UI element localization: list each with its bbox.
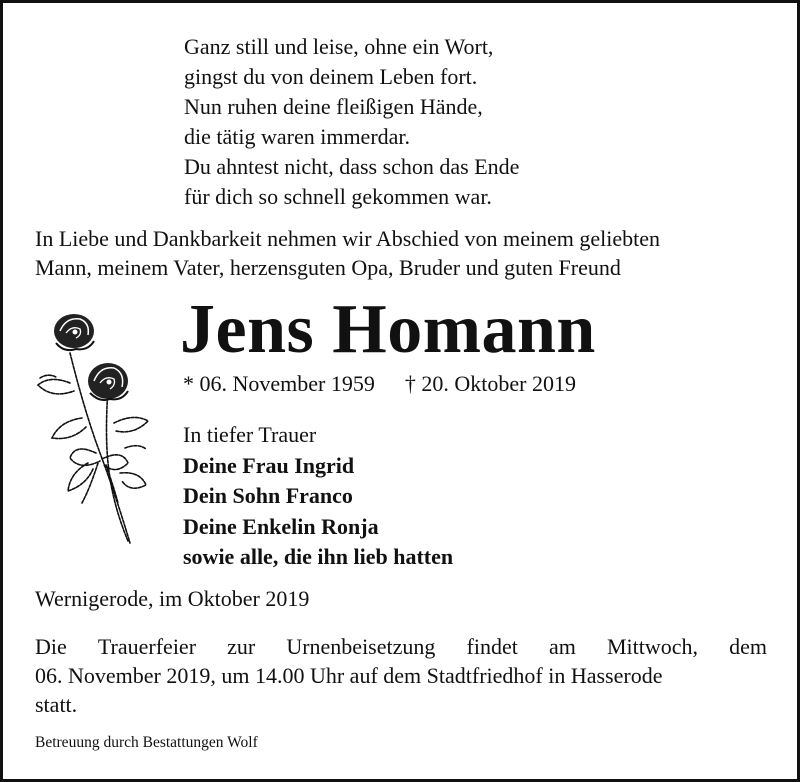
funeral-word: Urnenbeisetzung bbox=[286, 634, 436, 659]
mourner-line: Deine Frau Ingrid bbox=[183, 452, 355, 478]
funeral-word: am bbox=[548, 634, 576, 659]
poem-line: die tätig waren immerdar. bbox=[184, 124, 411, 149]
funeral-word: zur bbox=[227, 634, 256, 659]
funeral-line-2: 06. November 2019, um 14.00 Uhr auf dem Stadtfriedhof in Hasserode bbox=[35, 663, 663, 688]
undertaker-credit: Betreuung durch Bestattungen Wolf bbox=[35, 734, 258, 751]
farewell-intro bbox=[35, 224, 775, 282]
mourner-line: Deine Enkelin Ronja bbox=[183, 513, 379, 539]
funeral-announcement bbox=[35, 632, 767, 719]
poem-line: Nun ruhen deine fleißigen Hände, bbox=[184, 94, 483, 119]
mourner-line: Dein Sohn Franco bbox=[183, 483, 353, 508]
funeral-line-3: statt. bbox=[35, 692, 78, 717]
poem-line: Du ahntest nicht, dass schon das Ende bbox=[184, 154, 520, 179]
deceased-name: Jens Homann bbox=[180, 291, 596, 368]
funeral-line-1 bbox=[35, 632, 767, 661]
mourners-list bbox=[183, 420, 453, 573]
roses-illustration-icon bbox=[30, 303, 160, 553]
funeral-word: findet bbox=[466, 634, 518, 659]
funeral-word: dem bbox=[729, 634, 767, 659]
funeral-word: Trauerfeier bbox=[97, 634, 197, 659]
mourners-heading: In tiefer Trauer bbox=[183, 422, 317, 447]
death-date: † 20. Oktober 2019 bbox=[404, 371, 576, 396]
funeral-word: Mittwoch, bbox=[606, 634, 698, 659]
life-dates bbox=[183, 369, 576, 399]
intro-line: Mann, meinem Vater, herzensguten Opa, Bruder und guten Freund bbox=[35, 255, 621, 280]
poem-line: Ganz still und leise, ohne ein Wort, bbox=[184, 34, 494, 59]
intro-line: In Liebe und Dankbarkeit nehmen wir Abschied von meinem geliebten bbox=[35, 226, 660, 251]
mourner-line: sowie alle, die ihn lieb hatten bbox=[183, 544, 454, 569]
birth-date: * 06. November 1959 bbox=[183, 371, 375, 396]
poem-line: für dich so schnell gekommen war. bbox=[184, 184, 492, 209]
funeral-word: Die bbox=[35, 634, 67, 659]
poem-line: gingst du von deinem Leben fort. bbox=[184, 64, 478, 89]
place-and-date: Wernigerode, im Oktober 2019 bbox=[35, 586, 310, 611]
memorial-poem bbox=[184, 32, 519, 212]
